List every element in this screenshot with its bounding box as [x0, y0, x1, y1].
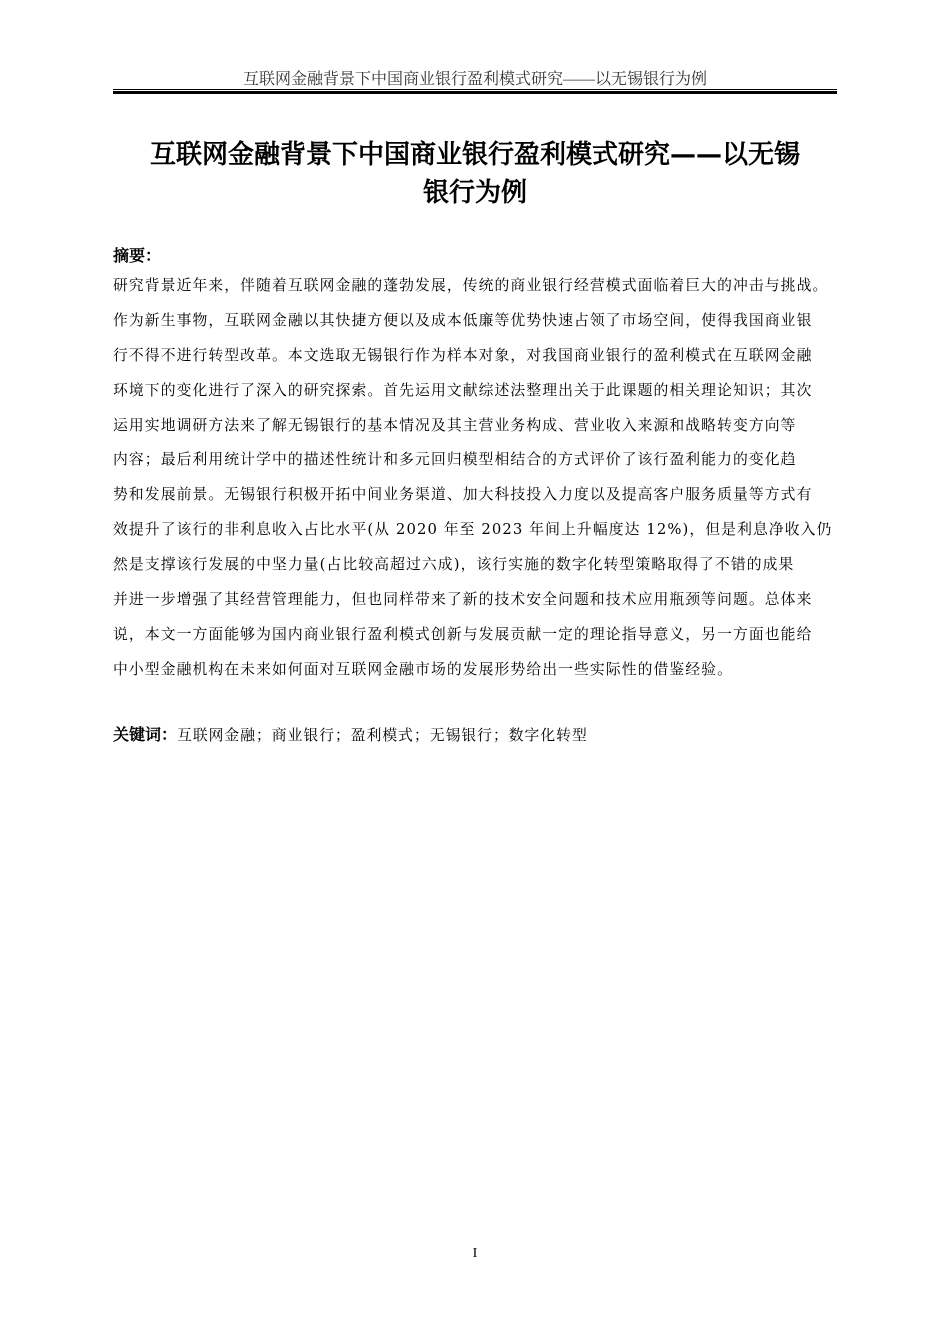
- title-line-1: 互联网金融背景下中国商业银行盈利模式研究——以无锡: [149, 140, 800, 170]
- keywords-label: 关键词：: [113, 725, 178, 744]
- abstract-line: 运用实地调研方法来了解无锡银行的基本情况及其主营业务构成、营业收入来源和战略转变方向等: [113, 416, 797, 434]
- title-line-2: 银行为例: [422, 178, 527, 208]
- keywords-text: 互联网金融；商业银行；盈利模式；无锡银行；数字化转型: [177, 727, 588, 744]
- keywords: [113, 722, 588, 745]
- abstract-line: 势和发展前景。无锡银行积极开拓中间业务渠道、加大科技投入力度以及提高客户服务质量等方式有: [113, 486, 813, 504]
- abstract-line: 然是支撑该行发展的中坚力量(占比较高超过六成)，该行实施的数字化转型策略取得了不错的成果: [113, 556, 795, 574]
- abstract-line: 内容；最后利用统计学中的描述性统计和多元回归模型相结合的方式评价了该行盈利能力的变化趋: [113, 451, 797, 469]
- abstract-line: 效提升了该行的非利息收入占比水平(从 2020 年至 2023 年间上升幅度达 12%)，但是利息净收入仍: [113, 521, 833, 539]
- abstract-label: 摘要：: [113, 246, 162, 265]
- abstract-line: 研究背景近年来，伴随着互联网金融的蓬勃发展，传统的商业银行经营模式面临着巨大的冲击与挑战。: [113, 277, 829, 294]
- header-double-rule: [113, 89, 837, 94]
- abstract-line: 说，本文一方面能够为国内商业银行盈利模式创新与发展贡献一定的理论指导意义，另一方面也能给: [113, 625, 813, 643]
- abstract-line: 并进一步增强了其经营管理能力，但也同样带来了新的技术安全问题和技术应用瓶颈等问题。总体来: [113, 591, 813, 609]
- running-header: 互联网金融背景下中国商业银行盈利模式研究——以无锡银行为例: [242, 71, 707, 88]
- document-title: [100, 136, 850, 212]
- abstract-line: 中小型金融机构在未来如何面对互联网金融市场的发展形势给出一些实际性的借鉴经验。: [113, 660, 733, 678]
- abstract-line: 作为新生事物，互联网金融以其快捷方便以及成本低廉等优势快速占领了市场空间，使得我国商业银: [113, 311, 813, 329]
- abstract-line: 行不得不进行转型改革。本文选取无锡银行作为样本对象，对我国商业银行的盈利模式在互联网金融: [113, 346, 813, 364]
- abstract-body: [113, 272, 845, 691]
- page-number: I: [472, 1246, 478, 1261]
- abstract-line: 环境下的变化进行了深入的研究探索。首先运用文献综述法整理出关于此课题的相关理论知识；其次: [113, 381, 813, 399]
